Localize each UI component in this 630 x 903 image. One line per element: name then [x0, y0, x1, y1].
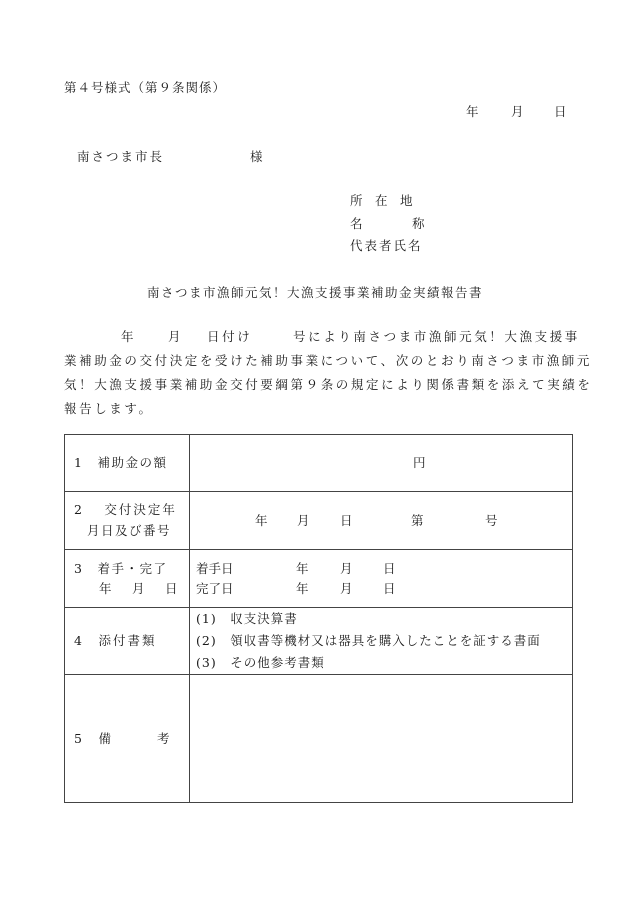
start-day: 日 [383, 561, 396, 576]
attachments-value-cell [190, 608, 573, 675]
body-paragraph [64, 325, 593, 421]
applicant-representative-label: 代表者氏名 [350, 238, 423, 253]
table-row-subsidy-amount [65, 435, 573, 492]
decision-date-label-line1: 2 交付決定年 [74, 502, 177, 517]
subsidy-amount-label: 1 補助金の額 [74, 455, 168, 470]
end-year: 年 [296, 581, 309, 596]
remarks-label-end: 考 [157, 731, 170, 746]
decision-date-label-cell [65, 492, 190, 550]
decision-number-prefix: 第 [411, 513, 424, 528]
table-row-decision-date [65, 492, 573, 550]
table-row-remarks [65, 675, 573, 803]
form-number: 第４号様式（第９条関係） [64, 80, 227, 95]
decision-date-label-line2: 月日及び番号 [87, 523, 172, 538]
date-year-label: 年 [466, 104, 479, 119]
decision-year: 年 [255, 513, 268, 528]
decision-number-suffix: 号 [485, 513, 498, 528]
end-month: 月 [340, 581, 353, 596]
body-line1-rest: 号により南さつま市漁師元気！大漁支援事 [293, 329, 580, 344]
yen-unit: 円 [413, 455, 426, 470]
report-table [64, 434, 573, 803]
start-month: 月 [340, 561, 353, 576]
body-line4: 報告します。 [64, 401, 154, 416]
start-end-label-cell [65, 550, 190, 608]
remarks-value-cell [190, 675, 573, 803]
attachment-item: (3) その他参考書類 [196, 655, 325, 670]
body-line2: 業補助金の交付決定を受けた補助事業について、次のとおり南さつま市漁師元 [64, 353, 593, 368]
table-row-start-end [65, 550, 573, 608]
recipient-honorific: 様 [250, 149, 263, 164]
recipient-name: 南さつま市長 [77, 149, 165, 164]
body-month: 月 [168, 329, 184, 344]
body-day: 日付け [207, 329, 253, 344]
start-end-label-line2: 年 月 日 [99, 581, 182, 596]
start-end-label-line1: 3 着手・完了 [74, 561, 168, 576]
decision-day: 日 [340, 513, 353, 528]
date-month-label: 月 [511, 104, 524, 119]
subsidy-amount-label-cell [65, 435, 190, 492]
start-year: 年 [296, 561, 309, 576]
end-date-label: 完了日 [196, 581, 234, 596]
table-row-attachments [65, 608, 573, 675]
decision-date-value-cell [190, 492, 573, 550]
start-end-value-cell [190, 550, 573, 608]
end-day: 日 [383, 581, 396, 596]
document-title: 南さつま市漁師元気！大漁支援事業補助金実績報告書 [146, 285, 483, 300]
attachments-label: 4 添付書類 [74, 633, 157, 648]
remarks-label-start: 5 備 [74, 731, 113, 746]
decision-month: 月 [297, 513, 310, 528]
attachment-item: (1) 収支決算書 [196, 611, 298, 626]
body-line3: 気！大漁支援事業補助金交付要綱第９条の規定により関係書類を添えて実績を [64, 377, 593, 392]
attachments-label-cell [65, 608, 190, 675]
date-day-label: 日 [554, 104, 567, 119]
start-date-label: 着手日 [196, 561, 234, 576]
date-line [466, 106, 576, 156]
remarks-label-cell [65, 675, 190, 803]
body-year: 年 [121, 329, 137, 344]
applicant-name-label: 名 称 [350, 216, 425, 231]
subsidy-amount-value-cell [190, 435, 573, 492]
applicant-address-label: 所 在 地 [350, 193, 413, 208]
attachment-item: (2) 領収書等機材又は器具を購入したことを証する書面 [196, 633, 541, 648]
